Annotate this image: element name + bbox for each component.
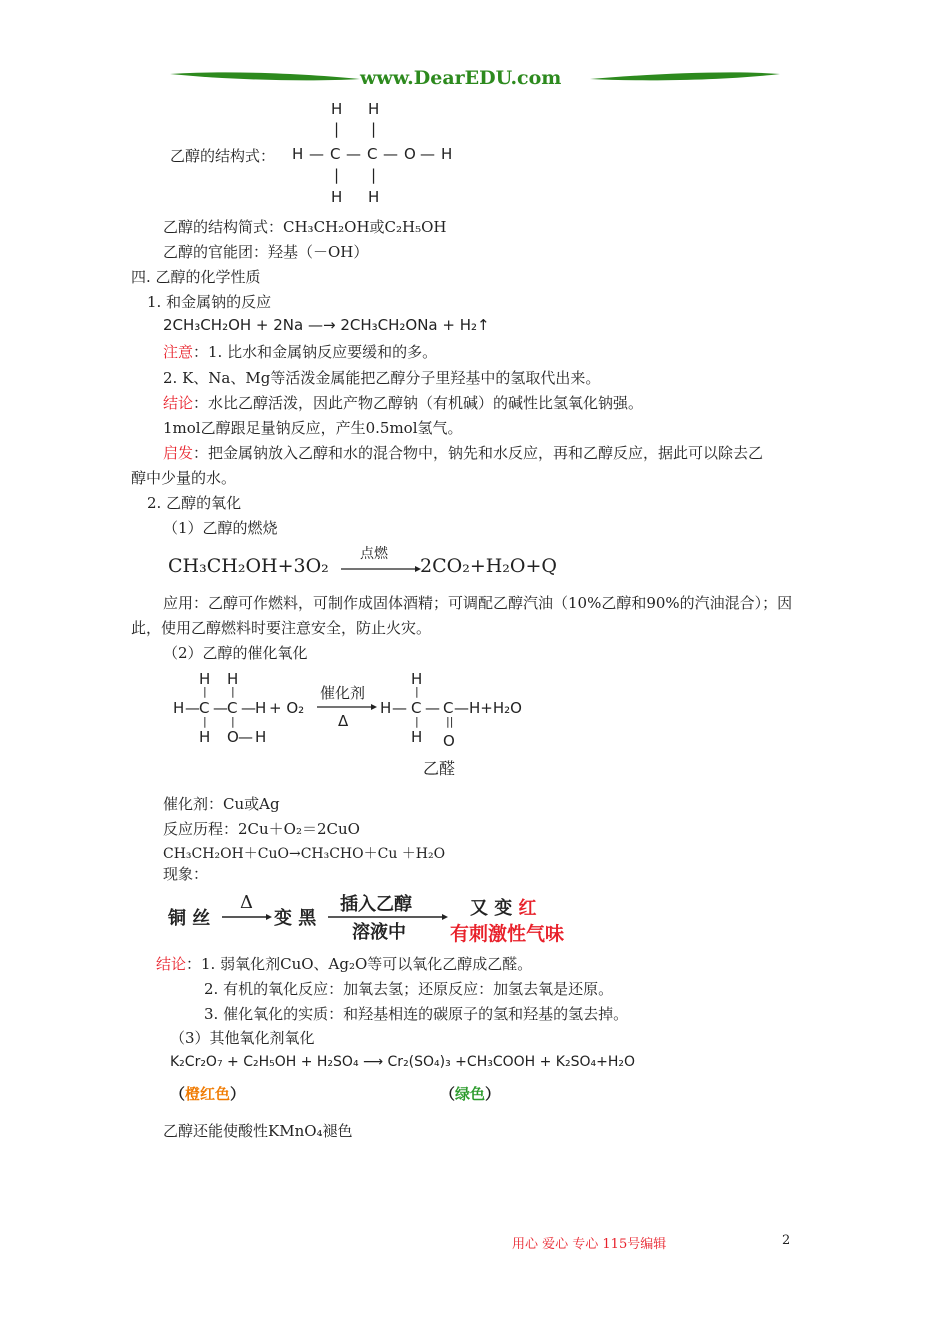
atom-h: H	[255, 728, 267, 746]
atom-h: H	[227, 670, 239, 688]
bond-vertical: |	[203, 715, 207, 728]
paren-open: （	[440, 1085, 456, 1103]
atom-h: H	[173, 699, 185, 717]
insight-tag: 启发	[163, 444, 194, 462]
text-line: 现象：	[163, 865, 209, 883]
copper-wire-label: 铜 丝	[168, 908, 211, 929]
bond-vertical: |	[371, 120, 377, 138]
subheading: （2）乙醇的催化氧化	[163, 644, 308, 662]
text-line: 乙醇的官能团：羟基（－OH）	[163, 243, 369, 261]
conclusion-tag: 结论	[156, 955, 187, 973]
product-name: 乙醛	[423, 759, 456, 778]
atom-c: C	[411, 699, 422, 717]
equation-dichromate: K₂Cr₂O₇ + C₂H₅OH + H₂SO₄ ⟶ Cr₂(SO₄)₃ +CH₃COOH + K₂SO₄+H₂O	[170, 1054, 636, 1070]
arrow-icon	[341, 564, 421, 574]
conclusion-line	[163, 393, 643, 413]
bond: —	[185, 699, 200, 717]
text-line: 1mol乙醇跟足量钠反应，产生0.5mol氢气。	[163, 419, 463, 437]
atom-h: H	[411, 670, 423, 688]
text-line: 催化剂：Cu或Ag	[163, 795, 280, 813]
site-url[interactable]: www.DearEDU.com	[360, 67, 562, 89]
bond-vertical: |	[231, 715, 235, 728]
text-line: 反应历程：2Cu＋O₂＝2CuO	[163, 820, 360, 838]
structural-formula	[170, 98, 470, 208]
bond: —	[346, 145, 361, 163]
insight-text: ：把金属钠放入乙醇和水的混合物中，钠先和水反应，再和乙醇反应，据此可以除去乙	[193, 444, 764, 462]
atom-c: C	[330, 145, 341, 163]
solution-label: 溶液中	[352, 922, 406, 943]
insight-line	[163, 443, 763, 463]
turns-black-label: 变 黑	[274, 908, 317, 929]
equation-sodium: 2CH₃CH₂OH + 2Na —→ 2CH₃CH₂ONa + H₂↑	[163, 316, 490, 334]
arrow-icon	[317, 702, 377, 712]
bond-vertical: |	[231, 685, 235, 698]
bond-vertical: |	[371, 166, 377, 184]
turns-red-prefix: 又 变	[470, 898, 519, 919]
conclusion-tag: 结论	[163, 394, 194, 412]
bond: —	[241, 699, 256, 717]
bond-vertical: |	[415, 715, 419, 728]
atom-c: C	[443, 699, 454, 717]
green-label: 绿色	[455, 1085, 486, 1103]
atom-o: O	[227, 728, 239, 746]
struct-label: 乙醇的结构式：	[170, 147, 276, 165]
text-line: 3. 催化氧化的实质：和羟基相连的碳原子的氢和羟基的氢去掉。	[204, 1005, 629, 1023]
atom-c: C	[367, 145, 378, 163]
bond: —	[420, 145, 435, 163]
atom-o: O	[443, 732, 455, 750]
subheading: （1）乙醇的燃烧	[163, 519, 278, 537]
subheading: 1. 和金属钠的反应	[147, 293, 272, 311]
catalytic-oxidation-diagram	[170, 668, 540, 783]
atom-h: H	[199, 728, 211, 746]
heat-symbol: Δ	[240, 892, 253, 913]
atom-c: C	[227, 699, 238, 717]
combustion-condition: 点燃	[360, 546, 388, 562]
paren-open: （	[170, 1085, 186, 1103]
note-text: ：1. 比水和金属钠反应要缓和的多。	[193, 343, 438, 361]
atom-h: H	[331, 188, 343, 206]
bond: —	[309, 145, 324, 163]
subheading: （3）其他氧化剂氧化	[170, 1029, 315, 1047]
text-line: 2. K、Na、Mg等活泼金属能把乙醇分子里羟基中的氢取代出来。	[163, 369, 601, 387]
note-tag: 注意	[163, 343, 194, 361]
text-line: 此，使用乙醇燃料时要注意安全，防止火灾。	[131, 619, 432, 637]
turns-red-again	[470, 894, 537, 920]
bond: —	[238, 728, 253, 746]
pungent-smell-label: 有刺激性气味	[450, 923, 565, 945]
conclusion-line	[156, 954, 532, 974]
combustion-lhs: CH₃CH₂OH+3O₂	[168, 555, 329, 577]
atom-h: H	[411, 728, 423, 746]
paren-close: ）	[230, 1085, 246, 1103]
subheading: 2. 乙醇的氧化	[147, 494, 242, 512]
bond-vertical: |	[415, 685, 419, 698]
atom-o: O	[404, 145, 416, 163]
atom-h: H	[331, 100, 343, 118]
bond: —	[213, 699, 228, 717]
catalyst-label: 催化剂	[320, 684, 366, 702]
text-line: 乙醇还能使酸性KMnO₄褪色	[163, 1122, 353, 1140]
combustion-rhs: 2CO₂+H₂O+Q	[420, 555, 557, 577]
header-banner	[170, 64, 780, 94]
page-number: 2	[782, 1233, 791, 1248]
bond: —	[392, 699, 407, 717]
footer-text: 用心 爱心 专心 115号编辑	[512, 1237, 667, 1252]
bond: —	[383, 145, 398, 163]
bond-vertical: |	[334, 120, 340, 138]
atom-h: H	[380, 699, 392, 717]
bond-vertical: |	[334, 166, 340, 184]
atom-h: H	[255, 699, 267, 717]
conclusion-text: ：水比乙醇活泼，因此产物乙醇钠（有机碱）的碱性比氢氧化钠强。	[193, 394, 644, 412]
red-word: 红	[518, 898, 537, 919]
note-line	[163, 342, 437, 362]
paren-close: ）	[485, 1085, 501, 1103]
atom-h: H	[292, 145, 304, 163]
orange-red-label: 橙红色	[185, 1085, 231, 1103]
text-line: CH₃CH₂OH＋CuO→CH₃CHO＋Cu ＋H₂O	[163, 846, 446, 862]
section-heading: 四. 乙醇的化学性质	[131, 268, 261, 286]
heat-symbol: Δ	[338, 712, 349, 730]
text-line: 2. 有机的氧化反应：加氧去氢；还原反应：加氢去氧是还原。	[204, 980, 614, 998]
atom-h: H	[368, 100, 380, 118]
bond-vertical: |	[203, 685, 207, 698]
combustion-equation	[168, 543, 568, 583]
atom-c: C	[199, 699, 210, 717]
atom-h: H	[368, 188, 380, 206]
atom-h: H	[199, 670, 211, 688]
text-line: 应用：乙醇可作燃料，可制作成固体酒精；可调配乙醇汽油（10%乙醇和90%的汽油混合）；因	[163, 594, 793, 612]
arrow-icon	[222, 912, 272, 922]
plus-o2: + O₂	[269, 699, 305, 717]
insert-ethanol-label: 插入乙醇	[340, 894, 412, 915]
product-tail: —H+H₂O	[454, 699, 522, 717]
color-note-green	[440, 1084, 500, 1104]
phenomenon-diagram	[168, 888, 608, 948]
atom-h: H	[441, 145, 453, 163]
double-bond: ||	[446, 715, 454, 728]
text-line: 醇中少量的水。	[131, 469, 237, 487]
bond: —	[425, 699, 440, 717]
text-line: 乙醇的结构简式：CH₃CH₂OH或C₂H₅OH	[163, 218, 447, 236]
conclusion-text: ：1. 弱氧化剂CuO、Ag₂O等可以氧化乙醇成乙醛。	[186, 955, 533, 973]
color-note-orange	[170, 1084, 245, 1104]
